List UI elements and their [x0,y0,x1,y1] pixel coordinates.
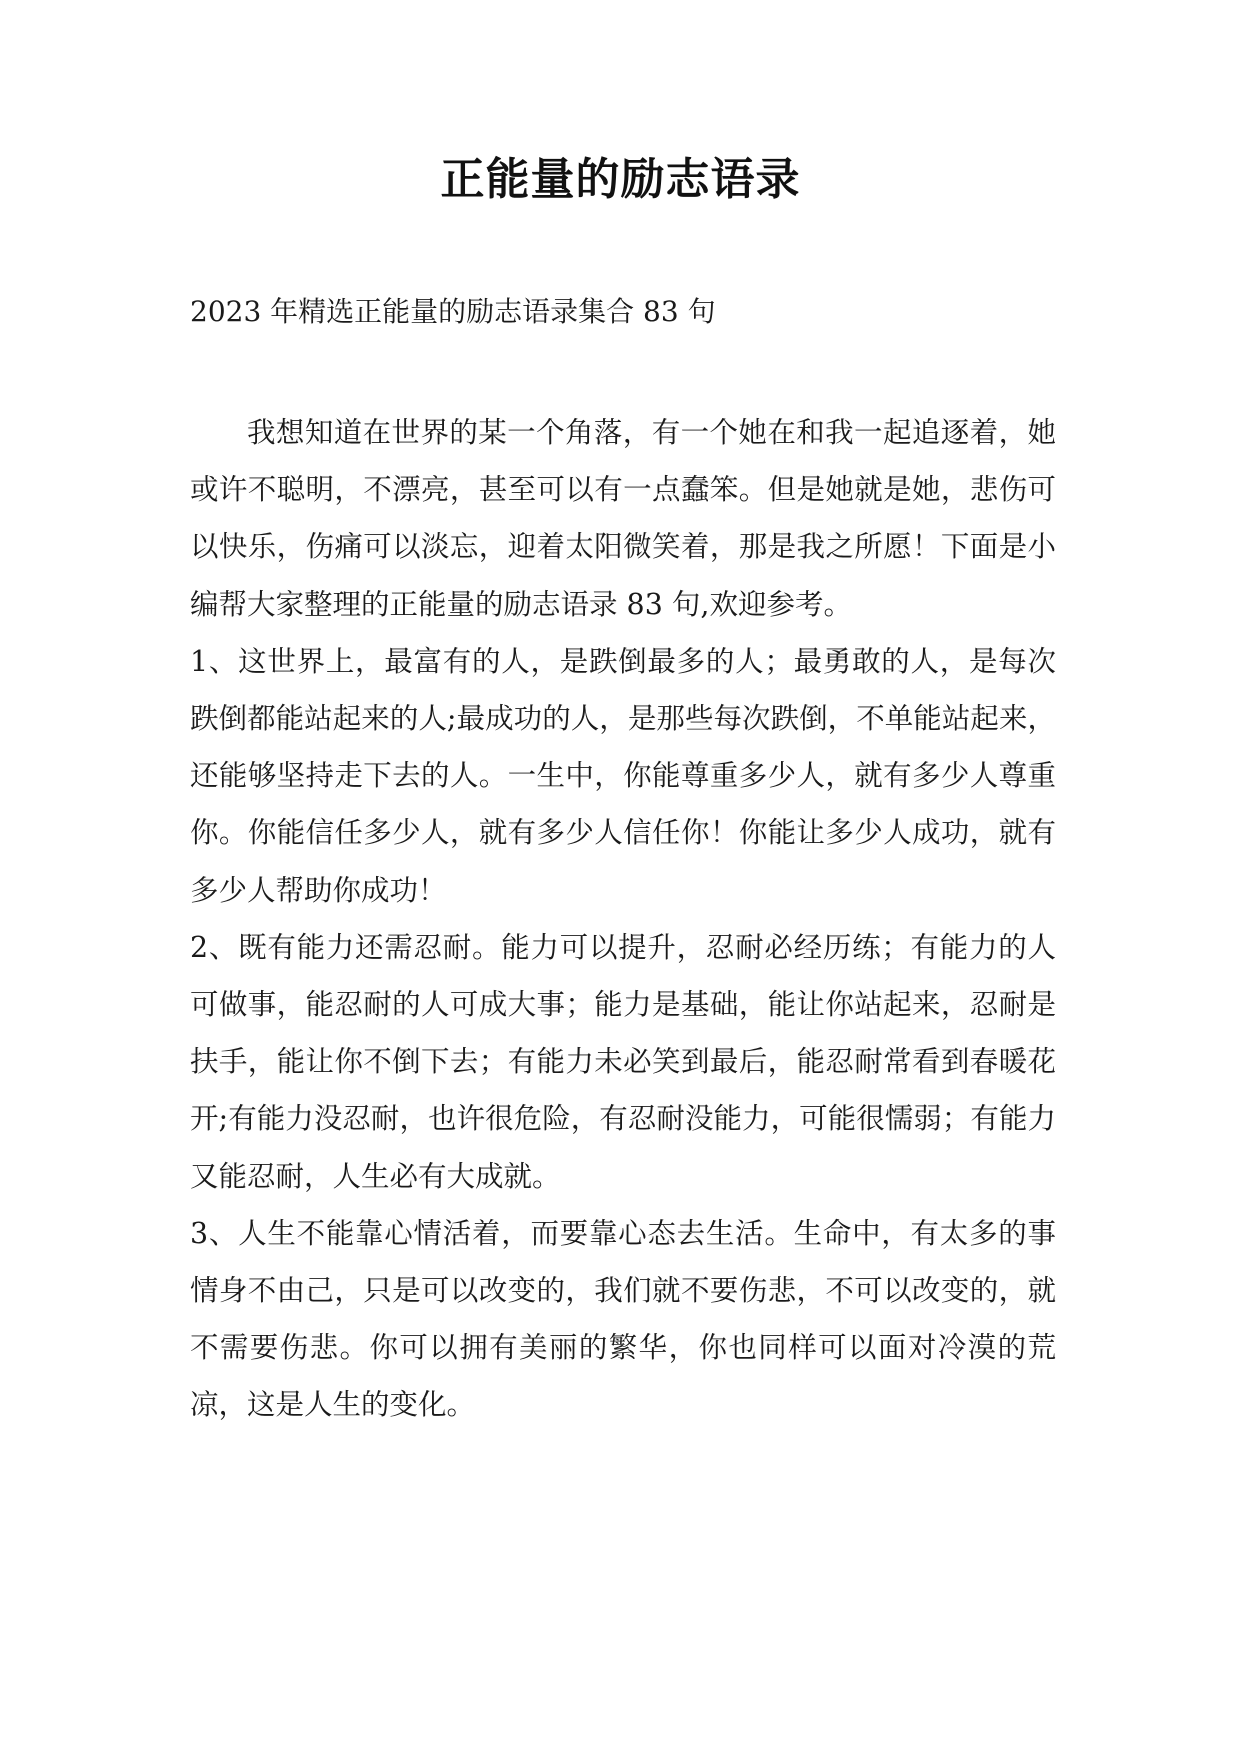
quote-item-2: 2、既有能力还需忍耐。能力可以提升，忍耐必经历练；有能力的人可做事，能忍耐的人可成大事；能力是基础，能让你站起来，忍耐是扶手，能让你不倒下去；有能力未必笑到最后，能忍耐常看到春暖花开;有能力没忍耐，也许很危险，有忍耐没能力，可能很懦弱；有能力又能忍耐，人生必有大成就。 [190,930,1056,1193]
document-subtitle: 2023 年精选正能量的励志语录集合 83 句 [190,295,716,328]
document-title: 正能量的励志语录 [440,154,801,205]
intro-paragraph: 我想知道在世界的某一个角落，有一个她在和我一起追逐着，她或许不聪明，不漂亮，甚至可以有一点蠢笨。但是她就是她，悲伤可以快乐，伤痛可以淡忘，迎着太阳微笑着，那是我之所愿！下面是小编帮大家整理的正能量的励志语录 83 句,欢迎参考。 [190,416,1056,621]
quote-item-3: 3、人生不能靠心情活着，而要靠心态去生活。生命中，有太多的事情身不由己，只是可以改变的，我们就不要伤悲，不可以改变的，就不需要伤悲。你可以拥有美丽的繁华，你也同样可以面对冷漠的荒凉，这是人生的变化。 [190,1216,1056,1422]
document-body [190,404,1056,1434]
quote-item-1: 1、这世界上，最富有的人，是跌倒最多的人；最勇敢的人，是每次跌倒都能站起来的人;最成功的人，是那些每次跌倒，不单能站起来，还能够坚持走下去的人。一生中，你能尊重多少人，就有多少人尊重你。你能信任多少人，就有多少人信任你！你能让多少人成功，就有多少人帮助你成功！ [190,644,1056,907]
